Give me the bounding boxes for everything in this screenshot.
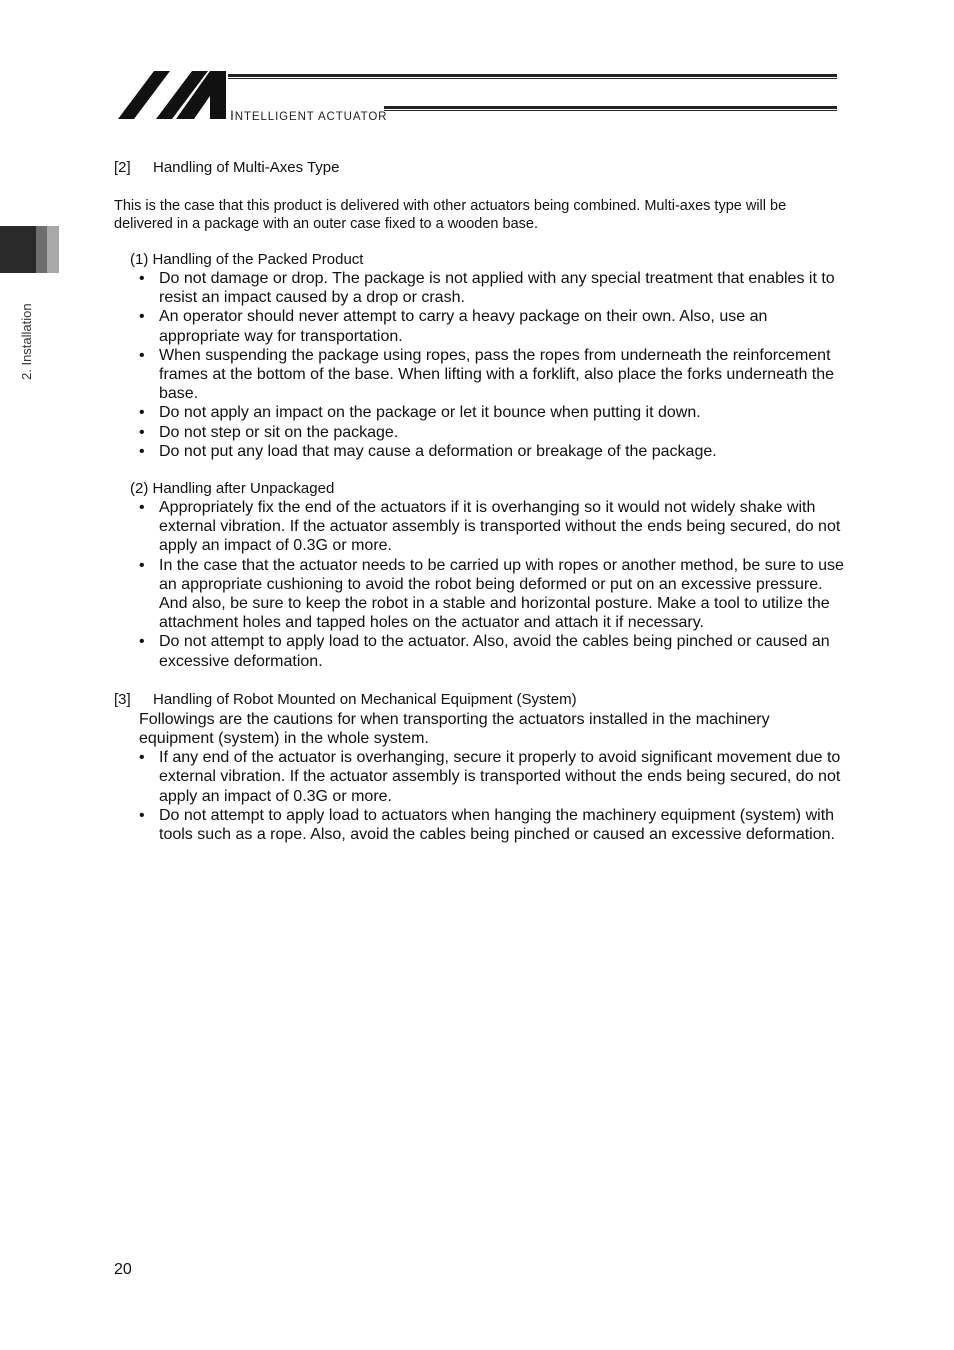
header-rule-bottom-2 — [384, 110, 837, 111]
brand-rest: NTELLIGENT ACTUATOR — [234, 111, 388, 123]
brand-first-letter: I — [230, 107, 235, 123]
list-item: • An operator should never attempt to carry a heavy package on their own. Also, use an appropriate way for transportation. — [159, 307, 844, 345]
subsection-2-list — [114, 498, 844, 671]
page-header — [0, 0, 954, 140]
header-rule-top-2 — [228, 78, 837, 79]
section-3-intro: Followings are the cautions for when transporting the actuators installed in the machinery equipment (system) in the whole system. — [139, 710, 770, 748]
list-item: • Do not attempt to apply load to actuators when hanging the machinery equipment (system) with tools such as a rope. Also, avoid the cables being pinched or caused an excessive deformation. — [159, 806, 844, 844]
section-3-number: [3] — [114, 690, 131, 708]
chapter-tab-mid — [36, 226, 47, 273]
iai-logo-icon — [112, 68, 230, 120]
chapter-label: 2. Installation — [19, 303, 34, 380]
subsection-1-title: (1) Handling of the Packed Product — [130, 251, 364, 268]
header-rule-bottom-1 — [384, 106, 837, 109]
chapter-tab — [0, 226, 60, 273]
page-content — [114, 158, 844, 844]
header-rule-top-1 — [228, 74, 837, 77]
list-item: • Do not damage or drop. The package is not applied with any special treatment that enables it to resist an impact caused by a drop or crash. — [159, 269, 844, 307]
list-item: • If any end of the actuator is overhanging, secure it properly to avoid significant movement due to external vibration. If the actuator assembly is transported without the ends being secured, do not apply an impact of 0.3G or more. — [159, 748, 844, 806]
list-item: • Do not step or sit on the package. — [159, 423, 844, 442]
section-3-list — [114, 748, 844, 844]
list-item: • When suspending the package using ropes, pass the ropes from underneath the reinforcement frames at the bottom of the base. When lifting with a forklift, also place the forks underneath the base. — [159, 346, 844, 404]
section-3-title: Handling of Robot Mounted on Mechanical Equipment (System) — [153, 690, 577, 708]
chapter-tab-dark — [0, 226, 36, 273]
section-2-intro: This is the case that this product is delivered with other actuators being combined. Multi-axes type will be delivered in a package with an outer case fixed to a wooden base. — [114, 198, 787, 232]
chapter-tab-light — [47, 226, 59, 273]
subsection-1-list — [114, 269, 844, 461]
list-item: • Appropriately fix the end of the actuators if it is overhanging so it would not widely shake with external vibration. If the actuator assembly is transported without the ends being secured, do not apply an impact of 0.3G or more. — [159, 498, 844, 556]
page-number: 20 — [114, 1261, 132, 1278]
list-item: • Do not attempt to apply load to the actuator. Also, avoid the cables being pinched or caused an excessive deformation. — [159, 632, 844, 670]
list-item: • Do not put any load that may cause a deformation or breakage of the package. — [159, 442, 844, 461]
section-3-heading — [114, 690, 844, 710]
brand-name — [230, 107, 387, 123]
list-item: • Do not apply an impact on the package or let it bounce when putting it down. — [159, 403, 844, 422]
subsection-2-title: (2) Handling after Unpackaged — [130, 480, 335, 498]
section-2-heading — [114, 158, 844, 178]
section-2-number: [2] — [114, 159, 131, 176]
section-2-title: Handling of Multi-Axes Type — [153, 159, 340, 176]
list-item: • In the case that the actuator needs to be carried up with ropes or another method, be sure to use an appropriate cushioning to avoid the robot being deformed or put on an excessive pressure. And also, be sure to keep the robot in a stable and horizontal posture. Make a tool to utilize the attachment holes and tapped holes on the actuator and attach it if necessary. — [159, 556, 844, 633]
